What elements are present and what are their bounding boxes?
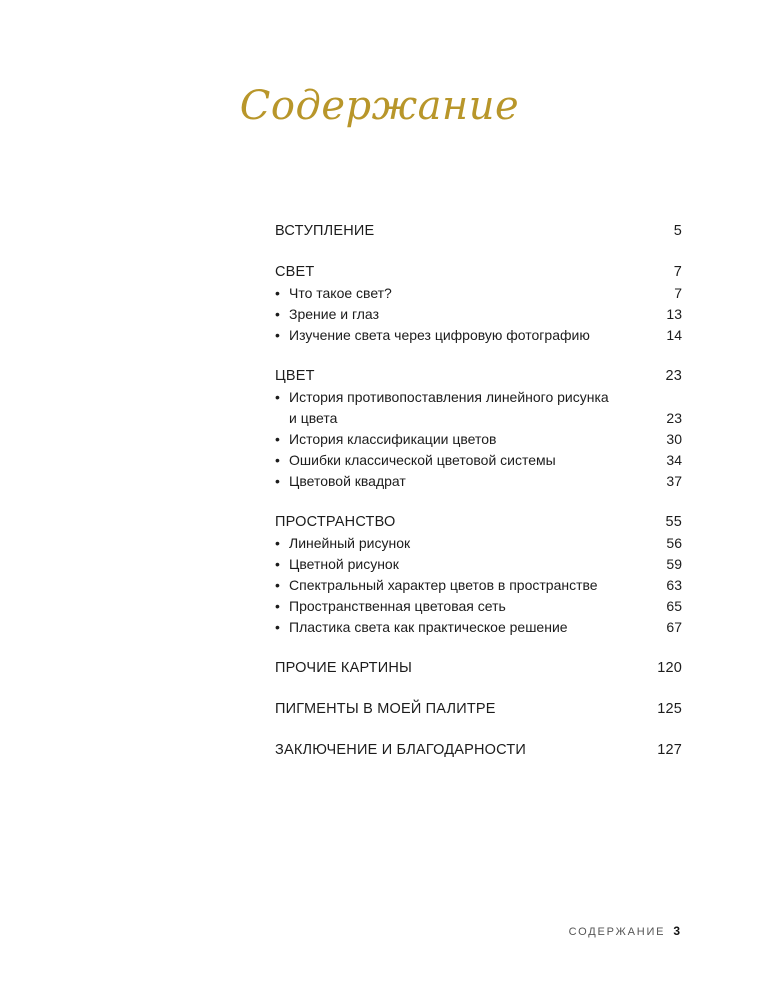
toc-entry[interactable] [275, 596, 682, 617]
toc-page-number: 14 [666, 327, 682, 343]
toc-section-heading[interactable] [275, 699, 682, 720]
toc-entry-line: Что такое свет? [289, 285, 392, 301]
bullet-icon: • [275, 389, 280, 405]
toc-entry-line: История классификации цветов [289, 431, 497, 447]
toc-page-number: 5 [673, 223, 682, 239]
toc-section [275, 658, 682, 679]
toc-heading-text: ЦВЕТ [275, 368, 315, 384]
toc-page-number: 37 [666, 473, 682, 489]
toc-section-heading[interactable] [275, 221, 682, 242]
bullet-icon: • [275, 535, 280, 551]
toc-entry-text [275, 554, 399, 575]
toc-page-number: 59 [666, 556, 682, 572]
toc-section-heading[interactable] [275, 262, 682, 283]
toc-section [275, 221, 682, 242]
bullet-icon: • [275, 327, 280, 343]
table-of-contents [275, 221, 682, 781]
toc-page-number: 55 [665, 514, 682, 530]
toc-page-number: 23 [665, 368, 682, 384]
toc-section-heading[interactable] [275, 740, 682, 761]
toc-page-number: 125 [657, 701, 682, 717]
toc-entry[interactable] [275, 617, 682, 638]
toc-entry-text [275, 575, 598, 596]
toc-entry-line: История противопоставления линейного рисунка [289, 389, 609, 405]
bullet-icon: • [275, 598, 280, 614]
toc-section-heading[interactable] [275, 512, 682, 533]
toc-section [275, 262, 682, 346]
toc-page-number: 13 [666, 306, 682, 322]
toc-entry[interactable] [275, 533, 682, 554]
bullet-icon: • [275, 431, 280, 447]
toc-entry-text [275, 387, 609, 429]
toc-page-number: 34 [666, 452, 682, 468]
toc-entry-line: Пространственная цветовая сеть [289, 598, 506, 614]
toc-page-number: 56 [666, 535, 682, 551]
toc-entry[interactable] [275, 575, 682, 596]
toc-section [275, 740, 682, 761]
bullet-icon: • [275, 306, 280, 322]
toc-heading-text: ПИГМЕНТЫ В МОЕЙ ПАЛИТРЕ [275, 701, 496, 717]
toc-entry-text [275, 533, 410, 554]
toc-entry-line: Пластика света как практическое решение [289, 619, 568, 635]
toc-page-number: 127 [657, 742, 682, 758]
toc-page-number: 120 [657, 660, 682, 676]
toc-entry[interactable] [275, 429, 682, 450]
toc-entry-text [275, 283, 392, 304]
toc-page-number: 67 [666, 619, 682, 635]
bullet-icon: • [275, 577, 280, 593]
bullet-icon: • [275, 619, 280, 635]
toc-entry-text [275, 596, 506, 617]
toc-entry-line: Цветной рисунок [289, 556, 399, 572]
running-footer [569, 924, 680, 938]
toc-entry[interactable] [275, 325, 682, 346]
toc-entry[interactable] [275, 304, 682, 325]
toc-page-number: 65 [666, 598, 682, 614]
toc-section-heading[interactable] [275, 658, 682, 679]
toc-page-number: 7 [674, 285, 682, 301]
toc-heading-text: СВЕТ [275, 264, 315, 280]
page-title: Содержание [239, 83, 520, 129]
toc-entry-line: Спектральный характер цветов в пространстве [289, 577, 598, 593]
toc-entry-text [275, 429, 496, 450]
toc-section [275, 699, 682, 720]
bullet-icon: • [275, 452, 280, 468]
toc-entry-text [275, 450, 556, 471]
bullet-icon: • [275, 473, 280, 489]
footer-page-number: 3 [673, 924, 680, 938]
toc-page-number: 30 [666, 431, 682, 447]
toc-entry-line: Цветовой квадрат [289, 473, 406, 489]
toc-entry[interactable] [275, 450, 682, 471]
toc-entry-line: Ошибки классической цветовой системы [289, 452, 556, 468]
toc-entry-text [275, 617, 568, 638]
toc-heading-text: ЗАКЛЮЧЕНИЕ И БЛАГОДАРНОСТИ [275, 742, 527, 758]
toc-entry[interactable] [275, 554, 682, 575]
bullet-icon: • [275, 556, 280, 572]
toc-section [275, 512, 682, 638]
toc-entry[interactable] [275, 283, 682, 304]
bullet-icon: • [275, 285, 280, 301]
toc-page-number: 23 [666, 410, 682, 426]
toc-entry-line: Изучение света через цифровую фотографию [289, 327, 590, 343]
footer-label: СОДЕРЖАНИЕ [568, 926, 666, 938]
toc-heading-text: ВСТУПЛЕНИЕ [275, 223, 375, 239]
toc-entry-text [275, 325, 590, 346]
toc-entry-line: Зрение и глаз [289, 306, 379, 322]
toc-heading-text: ПРОСТРАНСТВО [275, 514, 396, 530]
toc-entry[interactable] [275, 471, 682, 492]
toc-section [275, 366, 682, 492]
toc-entry-line: Линейный рисунок [289, 535, 411, 551]
toc-page-number: 63 [666, 577, 682, 593]
toc-section-heading[interactable] [275, 366, 682, 387]
toc-entry-line: и цвета [289, 410, 338, 426]
toc-entry-text [275, 304, 379, 325]
toc-entry[interactable] [275, 387, 682, 429]
toc-page-number: 7 [673, 264, 682, 280]
toc-entry-text [275, 471, 406, 492]
toc-heading-text: ПРОЧИЕ КАРТИНЫ [275, 660, 413, 676]
